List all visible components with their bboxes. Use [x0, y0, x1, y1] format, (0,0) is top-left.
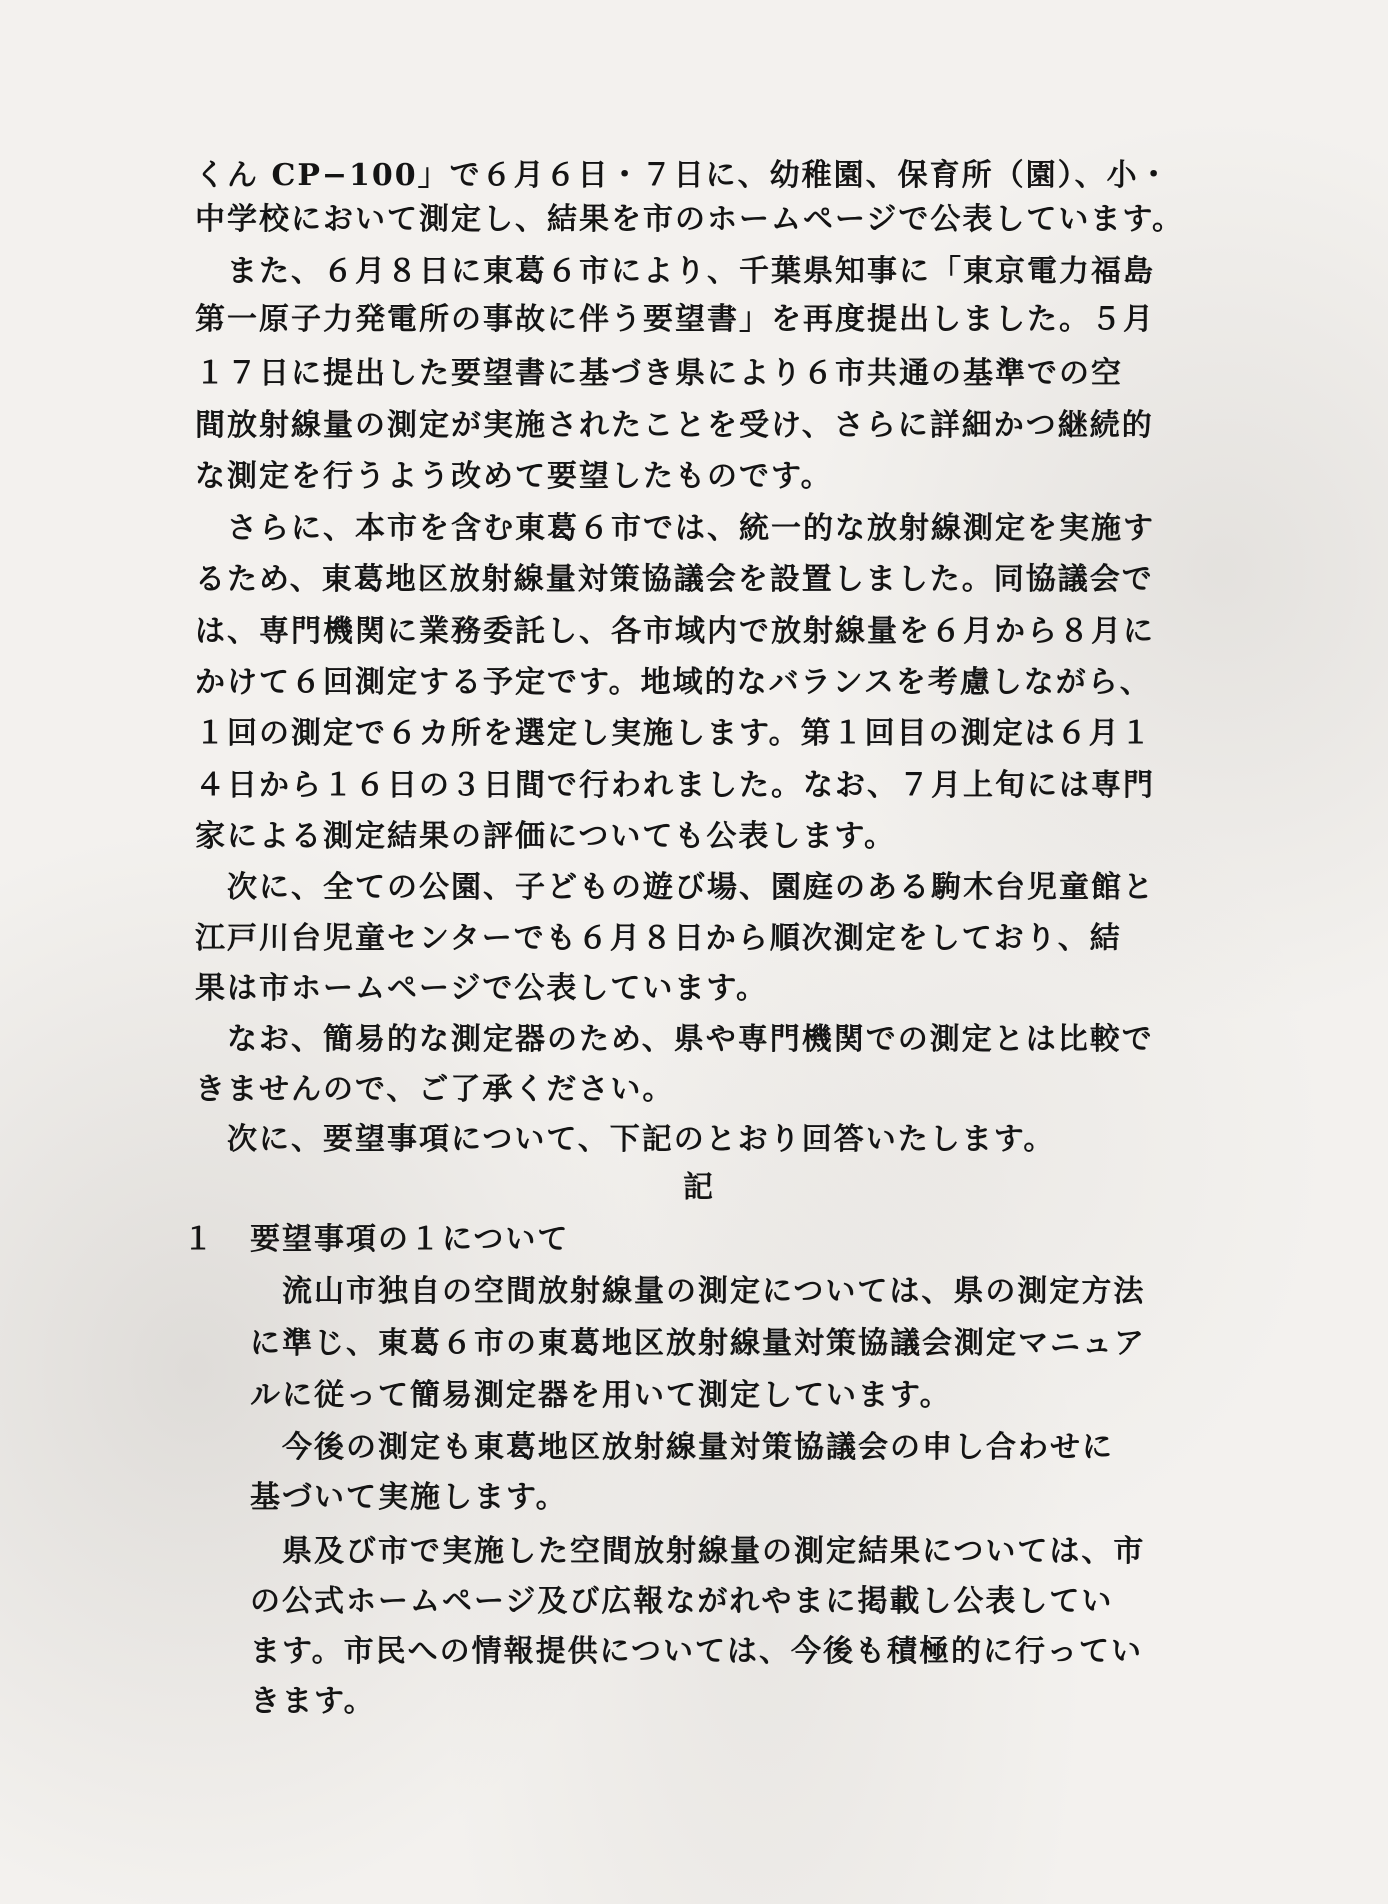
- item-line-3: ルに従って簡易測定器を用いて測定しています。: [250, 1378, 952, 1413]
- item-line-9: きます。: [250, 1684, 376, 1719]
- item-line-7: の公式ホームページ及び広報ながれやまに掲載し公表してい: [250, 1584, 1114, 1619]
- item-number: １: [183, 1222, 215, 1257]
- item-line-8: ます。市民への情報提供については、今後も積極的に行ってい: [250, 1634, 1143, 1669]
- body-line-5: １７日に提出した要望書に基づき県により６市共通の基準での空: [195, 356, 1123, 391]
- item-line-5: 基づいて実施します。: [250, 1480, 568, 1515]
- item-line-6: 県及び市で実施した空間放射線量の測定結果については、市: [250, 1534, 1146, 1569]
- body-line-10: は、専門機関に業務委託し、各市域内で放射線量を６月から８月に: [195, 614, 1155, 649]
- body-line-11: かけて６回測定する予定です。地域的なバランスを考慮しながら、: [195, 665, 1152, 700]
- body-line-17: 果は市ホームページで公表しています。: [195, 971, 768, 1006]
- body-line-8: さらに、本市を含む東葛６市では、統一的な放射線測定を実施す: [195, 511, 1155, 546]
- item-line-1: 流山市独自の空間放射線量の測定については、県の測定方法: [250, 1274, 1146, 1309]
- kigo-heading: 記: [683, 1170, 715, 1205]
- item-title: 要望事項の１について: [250, 1222, 570, 1257]
- body-line-20: 次に、要望事項について、下記のとおり回答いたします。: [195, 1122, 1056, 1157]
- body-line-2: 中学校において測定し、結果を市のホームページで公表しています。: [195, 202, 1184, 237]
- body-line-18: なお、簡易的な測定器のため、県や専門機関での測定とは比較で: [195, 1022, 1154, 1057]
- body-line-9: るため、東葛地区放射線量対策協議会を設置しました。同協議会で: [195, 562, 1154, 597]
- body-line-14: 家による測定結果の評価についても公表します。: [195, 819, 896, 854]
- body-line-1: くん CP−100」で６月６日・７日に、幼稚園、保育所（園）、小・: [195, 158, 1171, 193]
- body-line-7: な測定を行うよう改めて要望したものです。: [195, 459, 833, 494]
- body-line-16: 江戸川台児童センターでも６月８日から順次測定をしており、結: [195, 921, 1122, 956]
- body-line-19: きませんので、ご了承ください。: [195, 1072, 675, 1107]
- body-line-4: 第一原子力発電所の事故に伴う要望書」を再度提出しました。５月: [195, 302, 1155, 337]
- body-line-3: また、６月８日に東葛６市により、千葉県知事に「東京電力福島: [195, 254, 1155, 289]
- body-line-12: １回の測定で６カ所を選定し実施します。第１回目の測定は６月１: [195, 716, 1153, 751]
- item-line-4: 今後の測定も東葛地区放射線量対策協議会の申し合わせに: [250, 1430, 1114, 1465]
- body-line-13: ４日から１６日の３日間で行われました。なお、７月上旬には専門: [195, 768, 1155, 803]
- body-line-6: 間放射線量の測定が実施されたことを受け、さらに詳細かつ継続的: [195, 408, 1154, 443]
- body-line-15: 次に、全ての公園、子どもの遊び場、園庭のある駒木台児童館と: [195, 870, 1155, 905]
- item-line-2: に準じ、東葛６市の東葛地区放射線量対策協議会測定マニュア: [250, 1326, 1146, 1361]
